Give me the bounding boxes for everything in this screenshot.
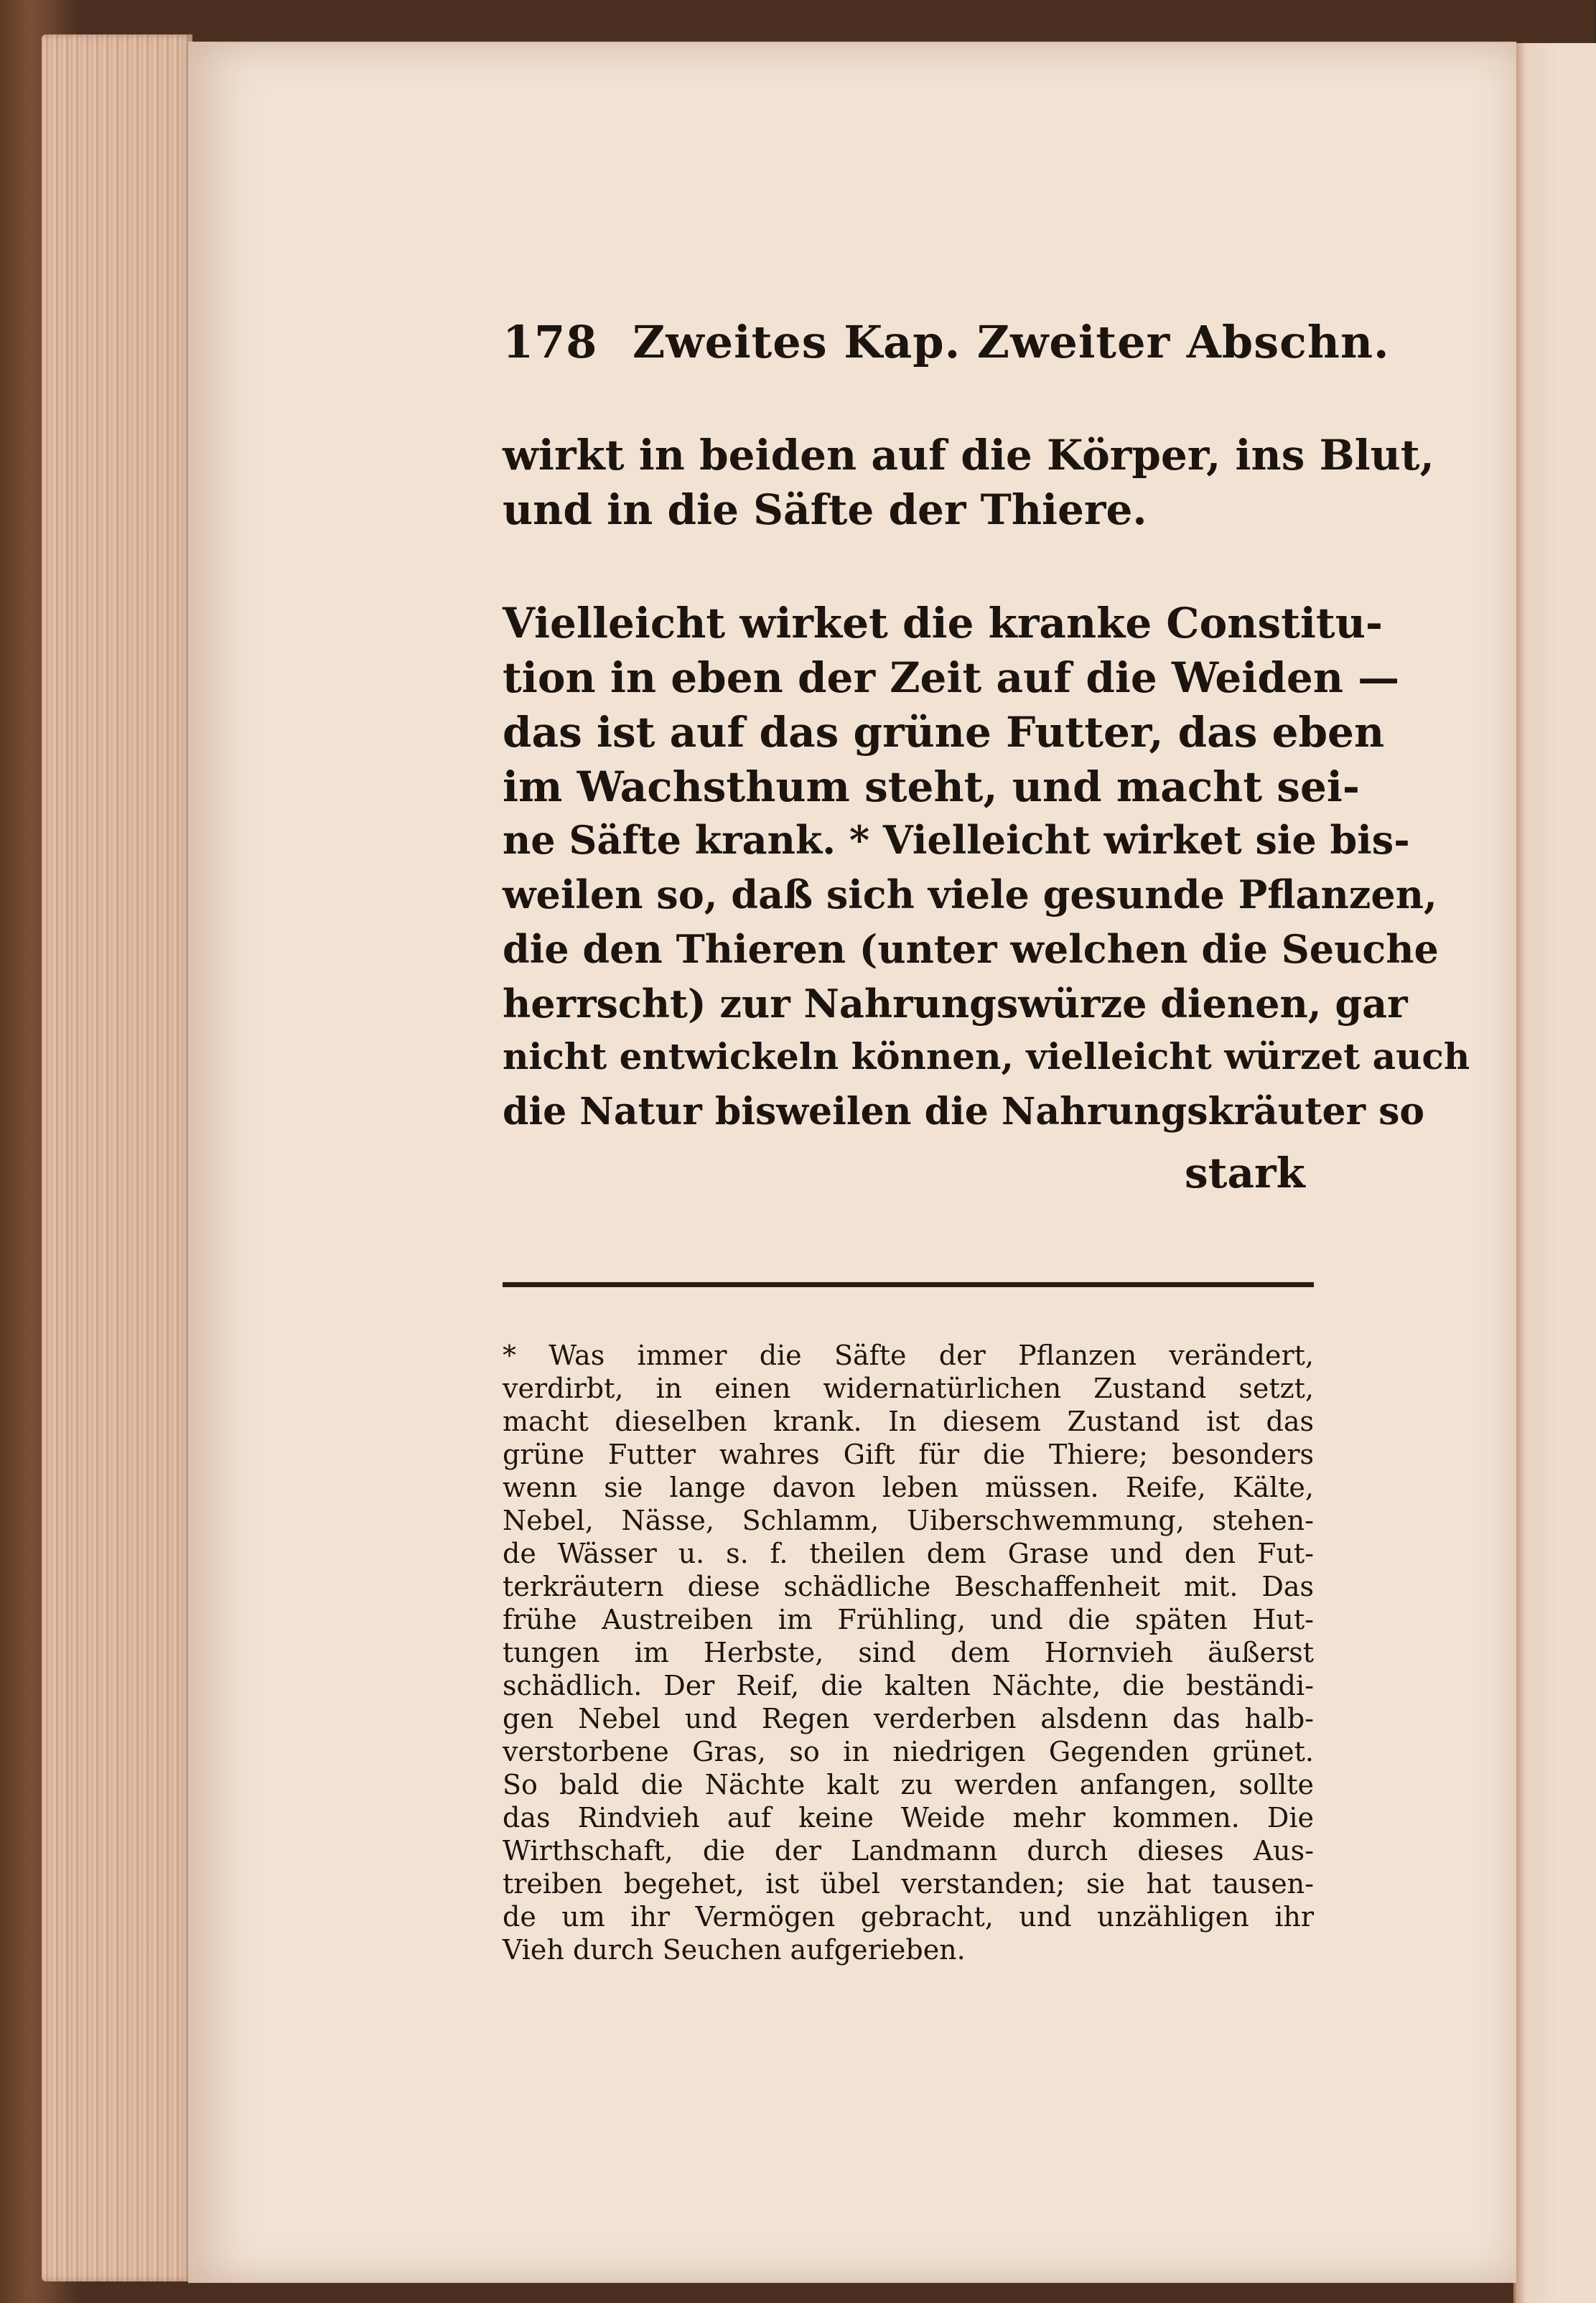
footnote-line: verstorbene Gras, so in niedrigen Gegenden grünet. (503, 1736, 1314, 1767)
footnote-line: de um ihr Vermögen gebracht, und unzähligen ihr (503, 1901, 1314, 1933)
body-line: tion in eben der Zeit auf die Weiden — (503, 653, 1400, 702)
catchword: stark (1185, 1149, 1305, 1197)
footnote-line: tungen im Herbste, sind dem Hornvieh äußerst (503, 1637, 1314, 1668)
footnote-rule (503, 1282, 1314, 1287)
footnote-line: frühe Austreiben im Frühling, und die späten Hut- (503, 1604, 1314, 1635)
footnote-line: macht dieselben krank. In diesem Zustand ist das (503, 1406, 1314, 1437)
footnote-line: de Wässer u. s. f. theilen dem Grase und den Fut- (503, 1538, 1314, 1569)
body-line: im Wachsthum steht, und macht sei- (503, 762, 1360, 811)
footnote-line: So bald die Nächte kalt zu werden anfangen, sollte (503, 1769, 1314, 1800)
footnote-line: wenn sie lange davon leben müssen. Reife, Kälte, (503, 1472, 1314, 1503)
body-line: die Natur bisweilen die Nahrungskräuter so (503, 1090, 1425, 1134)
running-title: Zweites Kap. Zweiter Abschn. (633, 316, 1390, 368)
footnote-line: terkräutern diese schädliche Beschaffenheit mit. Das (503, 1571, 1314, 1602)
running-header (503, 316, 1390, 388)
body-line: wirkt in beiden auf die Körper, ins Blut, (503, 431, 1434, 480)
footnote-line: gen Nebel und Regen verderben alsdenn das halb- (503, 1703, 1314, 1734)
body-line: und in die Säfte der Thiere. (503, 485, 1147, 534)
body-line: das ist auf das grüne Futter, das eben (503, 708, 1385, 757)
body-line: nicht entwickeln können, vielleicht würzet auch (503, 1035, 1470, 1078)
body-line: die den Thieren (unter welchen die Seuche (503, 926, 1439, 972)
footnote-line: Nebel, Nässe, Schlamm, Uiberschwemmung, stehen- (503, 1505, 1314, 1536)
footnote-line: grüne Futter wahres Gift für die Thiere; besonders (503, 1439, 1314, 1470)
footnote-line: das Rindvieh auf keine Weide mehr kommen. Die (503, 1802, 1314, 1833)
footnote-line: * Was immer die Säfte der Pflanzen verändert, (503, 1340, 1314, 1371)
facing-page-edge (1513, 43, 1596, 2303)
footnote-line: treiben begehet, ist übel verstanden; sie hat tausen- (503, 1868, 1314, 1900)
body-line: ne Säfte krank. * Vielleicht wirket sie bis- (503, 817, 1410, 863)
body-line: Vielleicht wirket die kranke Constitu- (503, 599, 1383, 648)
page-number: 178 (503, 316, 598, 368)
footnote-line: Vieh durch Seuchen aufgerieben. (503, 1934, 966, 1966)
footnote-line: verdirbt, in einen widernatürlichen Zustand setzt, (503, 1373, 1314, 1404)
footnote-line: Wirthschaft, die der Landmann durch dieses Aus- (503, 1835, 1314, 1867)
page-edges (42, 34, 192, 2281)
body-line: herrscht) zur Nahrungswürze dienen, gar (503, 981, 1408, 1027)
footnote-line: schädlich. Der Reif, die kalten Nächte, die beständi- (503, 1670, 1314, 1701)
body-line: weilen so, daß sich viele gesunde Pflanzen, (503, 872, 1437, 917)
